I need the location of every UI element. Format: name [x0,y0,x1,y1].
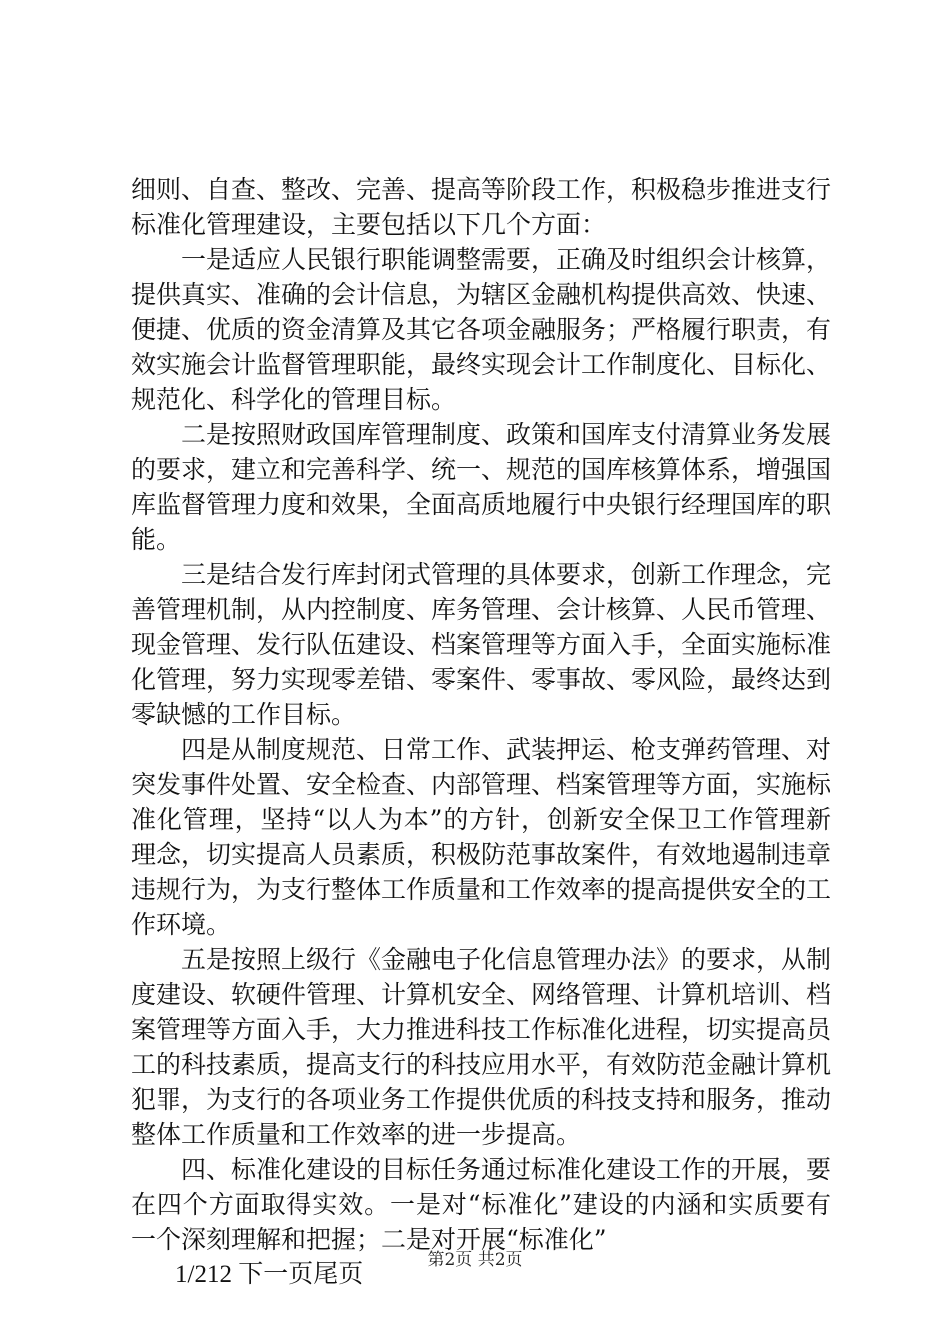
paragraph: 五是按照上级行《金融电子化信息管理办法》的要求，从制度建设、软硬件管理、计算机安全、网络管理、计算机培训、档案管理等方面入手，大力推进科技工作标准化进程，切实提高员工的科技素质，提高支行的科技应用水平，有效防范金融计算机犯罪，为支行的各项业务工作提供优质的科技支持和服务，推动整体工作质量和工作效率的进一步提高。 [131,945,832,1149]
paragraph: 四、标准化建设的目标任务通过标准化建设工作的开展，要在四个方面取得实效。一是对“标准化”建设的内涵和实质要有一个深刻理解和把握；二是对开展“标准化” [131,1155,832,1254]
paragraph: 四是从制度规范、日常工作、武装押运、枪支弹药管理、对突发事件处置、安全检查、内部管理、档案管理等方面，实施标准化管理，坚持“以人为本”的方针，创新安全保卫工作管理新理念，切实提高人员素质，积极防范事故案件，有效地遏制违章违规行为，为支行整体工作质量和工作效率的提高提供安全的工作环境。 [131,735,832,939]
paragraph: 二是按照财政国库管理制度、政策和国库支付清算业务发展的要求，建立和完善科学、统一、规范的国库核算体系，增强国库监督管理力度和效果，全面高质地履行中央银行经理国库的职能。 [131,420,832,554]
document-body [131,172,831,1292]
paragraph: 细则、自查、整改、完善、提高等阶段工作，积极稳步推进支行标准化管理建设，主要包括以下几个方面： [131,175,832,239]
pagination-text: 1/212 下一页尾页 [175,1261,364,1288]
page-number-footer: 第2页 共2页 [427,1250,523,1270]
paragraph: 三是结合发行库封闭式管理的具体要求，创新工作理念，完善管理机制，从内控制度、库务管理、会计核算、人民币管理、现金管理、发行队伍建设、档案管理等方面入手，全面实施标准化管理，努力实现零差错、零案件、零事故、零风险，最终达到零缺憾的工作目标。 [131,560,832,729]
paragraph: 一是适应人民银行职能调整需要，正确及时组织会计核算，提供真实、准确的会计信息，为辖区金融机构提供高效、快速、便捷、优质的资金清算及其它各项金融服务；严格履行职责，有效实施会计监督管理职能，最终实现会计工作制度化、目标化、规范化、科学化的管理目标。 [131,245,832,414]
